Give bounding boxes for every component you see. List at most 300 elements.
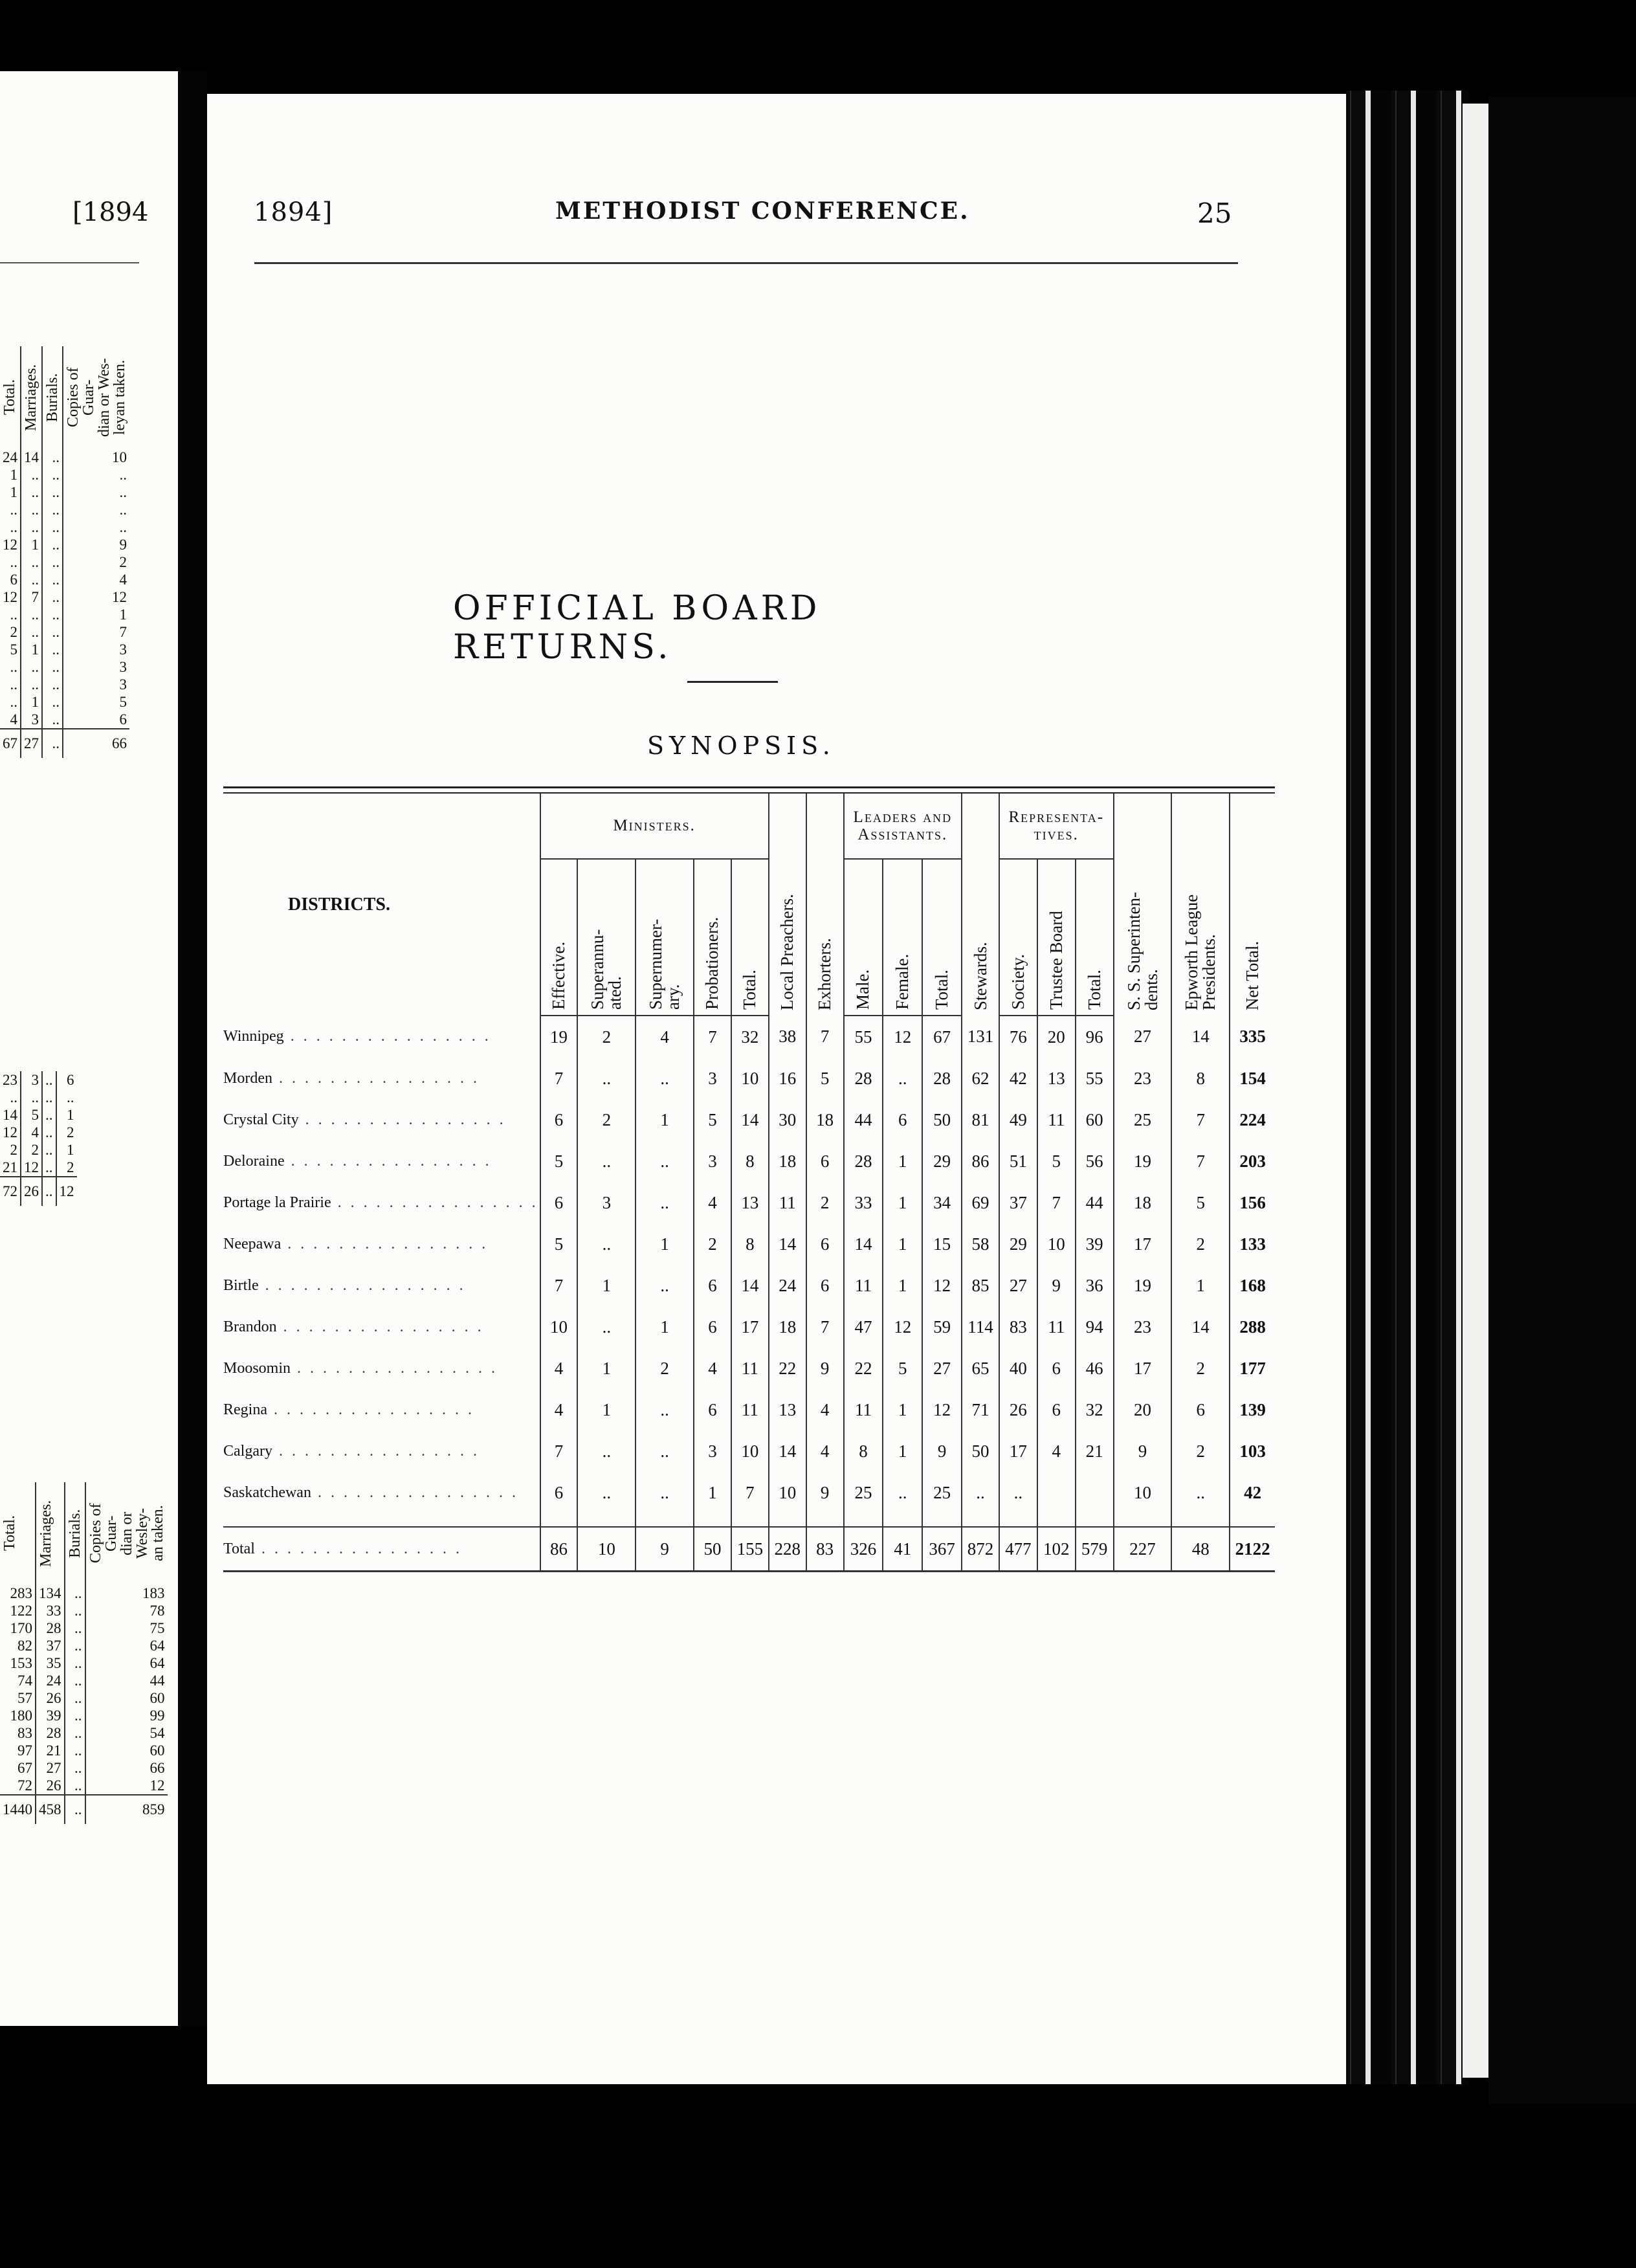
table-cell: 1 xyxy=(883,1265,922,1306)
facing-col-header xyxy=(65,1482,85,1584)
col-header-leaders-total: Total. xyxy=(922,859,962,1016)
table-cell: 6 xyxy=(694,1306,731,1348)
page-number: 25 xyxy=(1197,197,1232,229)
table-cell: 17 xyxy=(1114,1223,1172,1265)
facing-col-header-text: Burials. xyxy=(44,373,61,422)
facing-cell: .. xyxy=(42,693,63,711)
page-title: OFFICIAL BOARD RETURNS. xyxy=(453,589,821,667)
facing-cell: 1 xyxy=(63,606,129,623)
table-cell: 4 xyxy=(694,1182,731,1223)
col-header-stewards: Stewards. xyxy=(962,794,999,1016)
col-header-epworth-presidents: Epworth League Presidents. xyxy=(1171,794,1230,1016)
table-cell: 94 xyxy=(1076,1306,1114,1348)
facing-row xyxy=(0,658,129,676)
table-cell: 4 xyxy=(806,1389,844,1430)
facing-cell: .. xyxy=(21,571,42,588)
table-cell: 58 xyxy=(962,1223,999,1265)
facing-col-header-text: Copies of Guar- dian or Wesley- an taken. xyxy=(87,1503,166,1564)
district-label: Saskatchewan xyxy=(223,1484,311,1501)
facing-cell: .. xyxy=(42,641,63,658)
col-header-male: Male. xyxy=(844,859,883,1016)
facing-cell: .. xyxy=(42,553,63,571)
facing-row xyxy=(0,1707,168,1724)
facing-cell: 24 xyxy=(3,449,17,465)
facing-row xyxy=(0,676,129,693)
table-cell: 335 xyxy=(1230,1016,1275,1058)
section-subtitle: SYNOPSIS. xyxy=(647,731,835,760)
table-cell: 17 xyxy=(999,1430,1037,1472)
facing-cell: .. xyxy=(42,536,63,553)
facing-cell: 39 xyxy=(36,1707,65,1724)
table-row xyxy=(223,1265,1275,1306)
facing-cell: 24 xyxy=(36,1672,65,1689)
table-cell: 2 xyxy=(694,1223,731,1265)
table-cell: 14 xyxy=(731,1265,769,1306)
table-cell: 71 xyxy=(962,1389,999,1430)
total-cell: 872 xyxy=(962,1527,999,1572)
facing-cell: .. xyxy=(42,711,63,729)
table-cell: 8 xyxy=(1171,1058,1230,1099)
table-cell: 50 xyxy=(962,1430,999,1472)
table-cell: 2 xyxy=(636,1348,694,1389)
table-cell: 18 xyxy=(769,1306,806,1348)
facing-total-cell: 458 xyxy=(36,1795,65,1824)
table-cell: 5 xyxy=(883,1348,922,1389)
table-cell: 7 xyxy=(806,1016,844,1058)
running-header-year: 1894] xyxy=(254,197,333,227)
table-cell: 10 xyxy=(1114,1472,1172,1513)
table-cell: 11 xyxy=(731,1389,769,1430)
facing-row xyxy=(0,1141,77,1159)
table-cell: 1 xyxy=(883,1223,922,1265)
total-label xyxy=(223,1527,540,1572)
table-cell: 38 xyxy=(769,1016,806,1058)
title-divider xyxy=(687,681,778,683)
table-cell: 96 xyxy=(1076,1016,1114,1058)
facing-cell: 3 xyxy=(63,676,129,693)
table-cell: 23 xyxy=(1114,1306,1172,1348)
table-cell: 6 xyxy=(540,1472,578,1513)
facing-cell: .. xyxy=(42,1071,56,1089)
table-cell: 67 xyxy=(922,1016,962,1058)
districts-header: DISTRICTS. xyxy=(288,894,390,915)
table-cell: 22 xyxy=(844,1348,883,1389)
table-row xyxy=(223,1016,1275,1058)
table-cell: .. xyxy=(577,1058,636,1099)
facing-cell: 21 xyxy=(36,1742,65,1759)
table-cell: 42 xyxy=(999,1058,1037,1099)
facing-cell: .. xyxy=(65,1654,85,1672)
table-cell: 81 xyxy=(962,1099,999,1140)
facing-row xyxy=(0,1619,168,1637)
table-cell: 25 xyxy=(844,1472,883,1513)
facing-row xyxy=(0,1724,168,1742)
facing-row xyxy=(0,1672,168,1689)
facing-cell: .. xyxy=(21,501,42,518)
table-cell: .. xyxy=(577,1140,636,1182)
table-cell: 11 xyxy=(1037,1099,1076,1140)
table-cell: 18 xyxy=(1114,1182,1172,1223)
table-cell: 56 xyxy=(1076,1140,1114,1182)
table-cell: 44 xyxy=(1076,1182,1114,1223)
table-cell: .. xyxy=(636,1472,694,1513)
facing-row xyxy=(0,571,129,588)
facing-cell: 1 xyxy=(10,466,17,483)
district-name xyxy=(223,1182,540,1223)
facing-cell: 14 xyxy=(21,449,42,466)
table-cell: 23 xyxy=(1114,1058,1172,1099)
table-row xyxy=(223,1472,1275,1513)
facing-cell: 5 xyxy=(63,693,129,711)
table-row xyxy=(223,1182,1275,1223)
facing-row xyxy=(0,466,129,484)
table-cell: 6 xyxy=(1037,1389,1076,1430)
table-cell: 11 xyxy=(769,1182,806,1223)
facing-cell: 2 xyxy=(21,1141,42,1159)
district-label: Birtle xyxy=(223,1276,259,1294)
facing-row xyxy=(0,449,129,466)
facing-cell: 66 xyxy=(85,1759,168,1777)
table-cell: 1 xyxy=(883,1182,922,1223)
facing-cell: 12 xyxy=(3,1124,17,1140)
table-cell: 40 xyxy=(999,1348,1037,1389)
facing-cell: .. xyxy=(63,466,129,484)
facing-row xyxy=(0,1124,77,1141)
dot-leaders: . . . . . . . . . . . . . . . . xyxy=(331,1194,538,1211)
facing-row xyxy=(0,1742,168,1759)
facing-cell: .. xyxy=(21,553,42,571)
district-label: Morden xyxy=(223,1069,272,1087)
table-cell: 3 xyxy=(694,1430,731,1472)
facing-cell: 54 xyxy=(85,1724,168,1742)
table-cell: 133 xyxy=(1230,1223,1275,1265)
facing-total-cell: 67 xyxy=(0,729,21,758)
table-cell: 3 xyxy=(694,1140,731,1182)
facing-row xyxy=(0,1159,77,1177)
facing-col-header-text: Total. xyxy=(1,1515,18,1551)
district-name xyxy=(223,1223,540,1265)
table-cell: 6 xyxy=(694,1389,731,1430)
district-label: Crystal City xyxy=(223,1111,299,1128)
table-cell: 7 xyxy=(1171,1140,1230,1182)
facing-row xyxy=(0,641,129,658)
facing-total-cell: .. xyxy=(42,1177,56,1206)
table-cell: 14 xyxy=(1171,1306,1230,1348)
district-label: Portage la Prairie xyxy=(223,1194,331,1211)
table-cell: 11 xyxy=(844,1389,883,1430)
table-cell: 25 xyxy=(922,1472,962,1513)
dot-leaders: . . . . . . . . . . . . . . . . xyxy=(291,1359,498,1377)
facing-col-header-text: Copies of Guar- dian or Wes- leyan taken. xyxy=(65,358,128,437)
facing-row xyxy=(0,1777,168,1795)
facing-row xyxy=(0,553,129,571)
table-cell: 1 xyxy=(636,1223,694,1265)
table-cell: 1 xyxy=(577,1265,636,1306)
table-row xyxy=(223,1223,1275,1265)
table-cell: 2 xyxy=(577,1016,636,1058)
district-label: Moosomin xyxy=(223,1359,291,1377)
facing-cell: 1 xyxy=(21,536,42,553)
table-row xyxy=(223,1099,1275,1140)
facing-cell: 1 xyxy=(56,1106,77,1124)
table-cell: .. xyxy=(1171,1472,1230,1513)
table-cell: 9 xyxy=(922,1430,962,1472)
facing-cell: .. xyxy=(65,1777,85,1795)
total-cell: 41 xyxy=(883,1527,922,1572)
table-row xyxy=(223,1348,1275,1389)
table-cell: 49 xyxy=(999,1099,1037,1140)
facing-cell: 28 xyxy=(36,1724,65,1742)
facing-cell: .. xyxy=(65,1742,85,1759)
table-cell: 1 xyxy=(636,1306,694,1348)
facing-total-row xyxy=(0,1177,77,1206)
table-cell: 2 xyxy=(1171,1348,1230,1389)
facing-cell: 64 xyxy=(85,1637,168,1654)
facing-cell: .. xyxy=(10,658,17,675)
facing-cell: .. xyxy=(42,588,63,606)
facing-cell: .. xyxy=(65,1759,85,1777)
facing-cell: .. xyxy=(42,1159,56,1177)
table-cell: 32 xyxy=(1076,1389,1114,1430)
facing-total-cell: 26 xyxy=(21,1177,42,1206)
table-cell: 6 xyxy=(883,1099,922,1140)
facing-cell: 9 xyxy=(63,536,129,553)
table-cell: 10 xyxy=(731,1058,769,1099)
facing-total-cell: .. xyxy=(42,729,63,758)
facing-cell: 4 xyxy=(10,711,17,728)
spacer-row xyxy=(223,1513,1275,1527)
table-cell: .. xyxy=(577,1223,636,1265)
facing-cell: .. xyxy=(42,571,63,588)
total-cell: 102 xyxy=(1037,1527,1076,1572)
col-header-exhorters: Exhorters. xyxy=(806,794,844,1016)
facing-cell: .. xyxy=(65,1637,85,1654)
facing-row xyxy=(0,1584,168,1602)
facing-cell: 6 xyxy=(10,571,17,588)
facing-cell: 183 xyxy=(85,1584,168,1602)
table-cell: 9 xyxy=(806,1472,844,1513)
facing-row xyxy=(0,693,129,711)
col-header-society: Society. xyxy=(999,859,1037,1016)
col-header-supernumerary: Supernumer- ary. xyxy=(636,859,694,1016)
table-cell: .. xyxy=(883,1058,922,1099)
facing-col-header xyxy=(63,346,129,449)
facing-cell: .. xyxy=(21,518,42,536)
facing-cell: 153 xyxy=(10,1654,32,1671)
table-cell: 13 xyxy=(769,1389,806,1430)
synopsis-table-wrapper xyxy=(223,786,1275,1572)
facing-cell: 14 xyxy=(3,1106,17,1123)
table-cell: 25 xyxy=(1114,1099,1172,1140)
table-cell: 11 xyxy=(1037,1306,1076,1348)
table-cell: 2 xyxy=(577,1099,636,1140)
facing-cell: 26 xyxy=(36,1689,65,1707)
table-cell: 20 xyxy=(1114,1389,1172,1430)
table-cell: 29 xyxy=(922,1140,962,1182)
total-row xyxy=(223,1527,1275,1572)
table-cell: 6 xyxy=(540,1099,578,1140)
dot-leaders: . . . . . . . . . . . . . . . . xyxy=(311,1484,518,1501)
total-cell: 83 xyxy=(806,1527,844,1572)
col-header-female: Female. xyxy=(883,859,922,1016)
table-cell: 76 xyxy=(999,1016,1037,1058)
col-header-representatives-total: Total. xyxy=(1076,859,1114,1016)
facing-col-header-text: Marriages. xyxy=(38,1500,54,1567)
table-row xyxy=(223,1058,1275,1099)
facing-cell: 3 xyxy=(63,641,129,658)
facing-cell: .. xyxy=(42,1089,56,1106)
district-name xyxy=(223,1016,540,1058)
facing-col-header xyxy=(21,346,42,449)
facing-cell: 3 xyxy=(21,1071,42,1089)
table-cell: 65 xyxy=(962,1348,999,1389)
facing-row xyxy=(0,484,129,501)
table-cell: 3 xyxy=(694,1058,731,1099)
table-cell: 5 xyxy=(694,1099,731,1140)
table-cell: 42 xyxy=(1230,1472,1275,1513)
total-cell: 228 xyxy=(769,1527,806,1572)
facing-total-cell: 27 xyxy=(21,729,42,758)
book-gutter xyxy=(178,71,207,2026)
facing-cell: 4 xyxy=(63,571,129,588)
table-cell: 3 xyxy=(577,1182,636,1223)
table-cell: 288 xyxy=(1230,1306,1275,1348)
facing-cell: 27 xyxy=(36,1759,65,1777)
facing-cell: 2 xyxy=(56,1159,77,1177)
table-cell: 15 xyxy=(922,1223,962,1265)
facing-cell: 75 xyxy=(85,1619,168,1637)
facing-row xyxy=(0,1637,168,1654)
district-name xyxy=(223,1140,540,1182)
facing-total-cell: 859 xyxy=(85,1795,168,1824)
facing-cell: 74 xyxy=(17,1672,32,1689)
facing-row xyxy=(0,606,129,623)
facing-cell: .. xyxy=(63,501,129,518)
table-cell: 7 xyxy=(540,1265,578,1306)
ministers-group-header: Ministers. xyxy=(540,794,769,859)
background-dark xyxy=(1488,97,1636,2104)
table-cell: 9 xyxy=(806,1348,844,1389)
facing-cell: 12 xyxy=(3,588,17,605)
table-cell: 5 xyxy=(806,1058,844,1099)
table-cell: .. xyxy=(636,1140,694,1182)
facing-cell: .. xyxy=(10,518,17,535)
page-edge-white xyxy=(1463,104,1488,2078)
facing-col-header-text: Marriages. xyxy=(23,364,39,431)
table-cell: 4 xyxy=(694,1348,731,1389)
table-cell: 2 xyxy=(806,1182,844,1223)
table-cell: 6 xyxy=(806,1223,844,1265)
table-cell: 19 xyxy=(1114,1265,1172,1306)
table-cell: 9 xyxy=(1037,1265,1076,1306)
facing-cell: 134 xyxy=(36,1584,65,1602)
district-name xyxy=(223,1058,540,1099)
col-header-superannuated: Superannu- ated. xyxy=(577,859,636,1016)
table-cell: .. xyxy=(962,1472,999,1513)
table-cell: 86 xyxy=(962,1140,999,1182)
table-cell: 37 xyxy=(999,1182,1037,1223)
facing-cell: .. xyxy=(42,449,63,466)
col-header-local-preachers: Local Preachers. xyxy=(769,794,806,1016)
table-cell: 13 xyxy=(731,1182,769,1223)
table-cell: 51 xyxy=(999,1140,1037,1182)
facing-cell: 122 xyxy=(10,1602,32,1619)
table-cell: .. xyxy=(636,1389,694,1430)
facing-cell: .. xyxy=(65,1584,85,1602)
facing-cell: .. xyxy=(10,693,17,710)
table-cell: 28 xyxy=(844,1140,883,1182)
table-cell: 203 xyxy=(1230,1140,1275,1182)
facing-cell: 1 xyxy=(21,641,42,658)
facing-cell: 2 xyxy=(10,1141,17,1158)
facing-total-cell: 66 xyxy=(63,729,129,758)
table-cell: 5 xyxy=(1037,1140,1076,1182)
facing-row xyxy=(0,1106,77,1124)
table-cell: 28 xyxy=(922,1058,962,1099)
table-cell: 10 xyxy=(540,1306,578,1348)
synopsis-table xyxy=(223,794,1275,1572)
table-cell xyxy=(1076,1472,1114,1513)
facing-cell: .. xyxy=(42,484,63,501)
table-cell: 24 xyxy=(769,1265,806,1306)
facing-cell: .. xyxy=(10,501,17,518)
table-cell: 7 xyxy=(1171,1099,1230,1140)
facing-cell: 1 xyxy=(21,693,42,711)
district-label: Calgary xyxy=(223,1442,272,1460)
table-cell: 4 xyxy=(540,1348,578,1389)
facing-cell: .. xyxy=(21,1089,42,1106)
table-cell: 8 xyxy=(844,1430,883,1472)
leaders-group-header: Leaders and Assistants. xyxy=(844,794,962,859)
dot-leaders: . . . . . . . . . . . . . . . . xyxy=(298,1111,506,1128)
facing-cell: .. xyxy=(10,676,17,693)
table-cell: 47 xyxy=(844,1306,883,1348)
facing-cell: .. xyxy=(42,1106,56,1124)
facing-cell: 7 xyxy=(21,588,42,606)
total-cell: 367 xyxy=(922,1527,962,1572)
facing-cell: 78 xyxy=(85,1602,168,1619)
facing-cell: 10 xyxy=(63,449,129,466)
facing-row xyxy=(0,588,129,606)
facing-row xyxy=(0,623,129,641)
facing-cell: .. xyxy=(21,658,42,676)
table-row xyxy=(223,1389,1275,1430)
table-cell: 1 xyxy=(1171,1265,1230,1306)
facing-cell: .. xyxy=(42,676,63,693)
table-cell: 46 xyxy=(1076,1348,1114,1389)
facing-col-header xyxy=(36,1482,65,1584)
table-cell: 5 xyxy=(1171,1182,1230,1223)
district-name xyxy=(223,1389,540,1430)
facing-cell: 12 xyxy=(21,1159,42,1177)
facing-cell: .. xyxy=(10,553,17,570)
table-cell: 30 xyxy=(769,1099,806,1140)
table-cell: 139 xyxy=(1230,1389,1275,1430)
table-cell: 1 xyxy=(883,1140,922,1182)
facing-cell: .. xyxy=(42,606,63,623)
facing-cell: 283 xyxy=(10,1584,32,1601)
district-label: Winnipeg xyxy=(223,1028,284,1045)
facing-cell: 12 xyxy=(85,1777,168,1795)
district-name xyxy=(223,1099,540,1140)
facing-row xyxy=(0,1089,77,1106)
total-cell: 227 xyxy=(1114,1527,1172,1572)
table-cell: .. xyxy=(577,1430,636,1472)
table-cell: 131 xyxy=(962,1016,999,1058)
facing-cell: .. xyxy=(42,658,63,676)
dot-leaders: . . . . . . . . . . . . . . . . xyxy=(281,1235,489,1252)
facing-cell: 99 xyxy=(85,1707,168,1724)
